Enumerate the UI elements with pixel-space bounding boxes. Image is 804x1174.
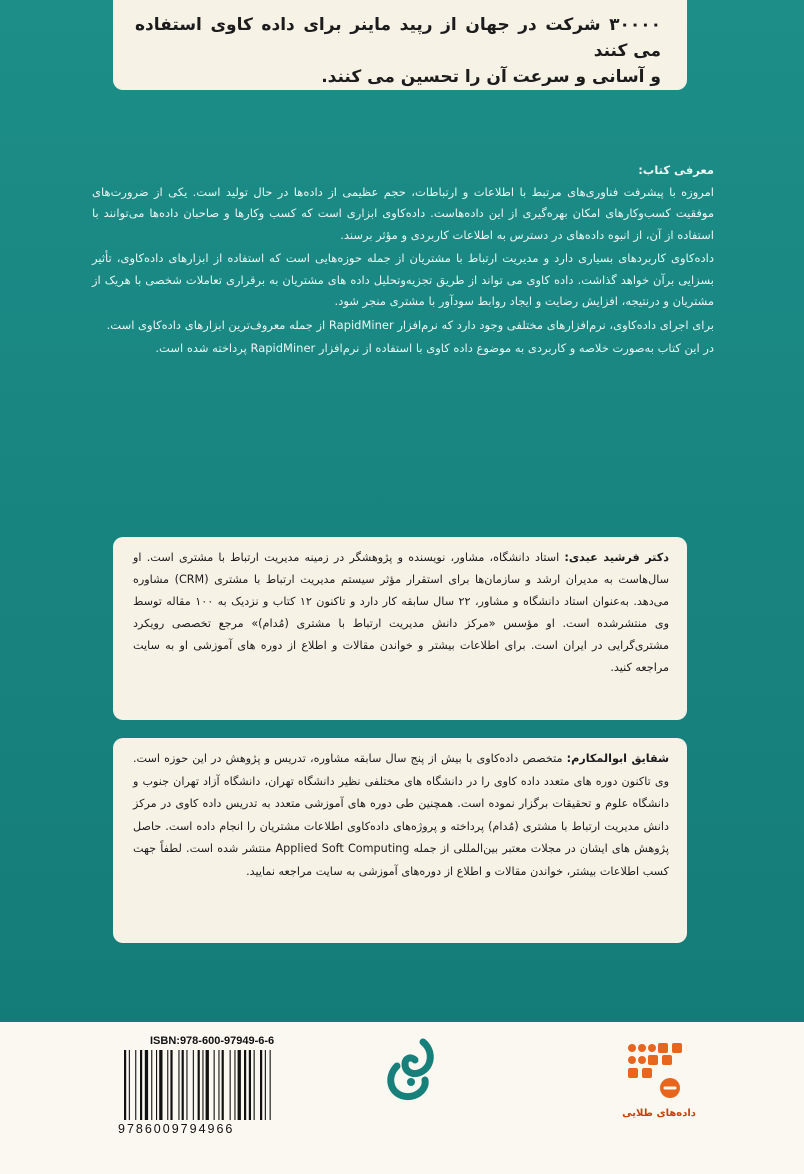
author-2-name: شقایق ابوالمکارم: <box>566 752 670 765</box>
barcode-icon <box>122 1050 322 1120</box>
intro-paragraph-2: داده‌کاوی کاربردهای بسیاری دارد و مدیریت ارتباط با مشتریان از جمله حوزه‌هایی است که استفاده از ابزارهای داده‌کاوی، تأثیر بسزایی برآن خواهد گذاشت. داده کاوی می تواند از طریق تجزیه‌وتحلیل داده های مشتریان به برقراری تعاملات شخصی با هریک از مشتریان و درنتیجه، افزایش رضایت و ایجاد روابط سودآور با مشتری منجر شود. <box>92 251 714 308</box>
isbn-label: ISBN:978-600-97949-6-6 <box>150 1035 275 1047</box>
intro-paragraph-1: امروزه با پیشرفت فناوری‌های مرتبط با اطلاعات و ارتباطات، حجم عظیمی از داده‌ها در حال تولید است. یکی از ضرورت‌های موفقیت کسب‌وکارهای امکان بهره‌گیری از این داده‌هاست. داده‌کاوی ابزاری است که کسب وکارها و صاحبان داده‌ها می‌توانند با استفاده از آن، از انبوه داده‌های در دسترس به اطلاعات کاربردی و مؤثر برسند. <box>92 184 714 242</box>
intro-heading: معرفی کتاب: <box>638 163 714 177</box>
author-1-name: دکتر فرشید عبدی: <box>564 551 669 564</box>
author-bio-card-1 <box>113 537 687 720</box>
author-1-bio: استاد دانشگاه، مشاور، نویسنده و پژوهشگر در زمینه مدیریت ارتباط با مشتری است. او سال‌هاست به مدیران ارشد و سازمان‌ها برای استقرار مؤثر سیستم مدیریت ارتباط با مشتری (CRM) مشاوره می‌دهد. به‌عنوان استاد دانشگاه و مشاور، ۲۲ سال سابقه کار دارد و تاکنون ۱۲ کتاب و نزدیک به ۱۰۰ مقاله توسط وی منتشرشده است. او مؤسس «مرکز دانش مدیریت ارتباط با مشتری (مُدام)» مرجع تخصصی رویکرد مشتری‌گرایی در ایران است. برای اطلاعات بیشتر و خواندن مقالات و اطلاع از دوره های آموزشی او به سایت مراجعه کنید. <box>133 551 669 674</box>
book-introduction <box>92 160 714 362</box>
author-bio-card-2 <box>113 738 687 943</box>
header-card <box>113 0 687 90</box>
author-2-bio: متخصص داده‌کاوی با بیش از پنج سال سابقه مشاوره، تدریس و پژوهش در این حوزه است. وی تاکنون دوره های متعدد داده کاوی را در دانشگاه های مختلفی نظیر دانشگاه تهران، دانشگاه آزاد تهران جنوب و دانشگاه علوم و تحقیقات برگزار نموده است. همچنین طی دوره های آموزشی متعدد به تدریس داده کاوی در مرکز دانش مدیریت ارتباط با مشتری (مُدام) پرداخته و پروژه‌های داده‌کاوی اطلاعات مشتریان را انجام داده است. حاصل پژوهش های ایشان در مجلات معتبر بین‌المللی از جمله Applied Soft Computing منتشر شده است. لطفاً جهت کسب اطلاعات بیشتر، خواندن مقالات و اطلاع از دوره‌های آموزشی به سایت مراجعه نمایید. <box>133 752 669 878</box>
publisher-name: داده‌های طلایی <box>622 1108 696 1119</box>
intro-paragraph-3: برای اجرای داده‌کاوی، نرم‌افزارهای مختلفی وجود دارد که نرم‌افزار RapidMiner از جمله معروف‌ترین ابزارهای داده‌کاوی است. <box>106 317 714 332</box>
header-line-2: و آسانی و سرعت آن را تحسین می کنند. <box>321 67 661 87</box>
barcode-digits: 9786009794966 <box>118 1122 235 1136</box>
madam-logo-icon <box>383 1036 439 1102</box>
intro-paragraph-4: در این کتاب به‌صورت خلاصه و کاربردی به موضوع داده کاوی با استفاده از نرم‌افزار RapidMiner پرداخته شده است. <box>155 341 714 355</box>
header-line-1: ۳۰۰۰۰ شرکت در جهان از رپید ماینر برای داده کاوی استفاده می کنند <box>135 15 661 61</box>
